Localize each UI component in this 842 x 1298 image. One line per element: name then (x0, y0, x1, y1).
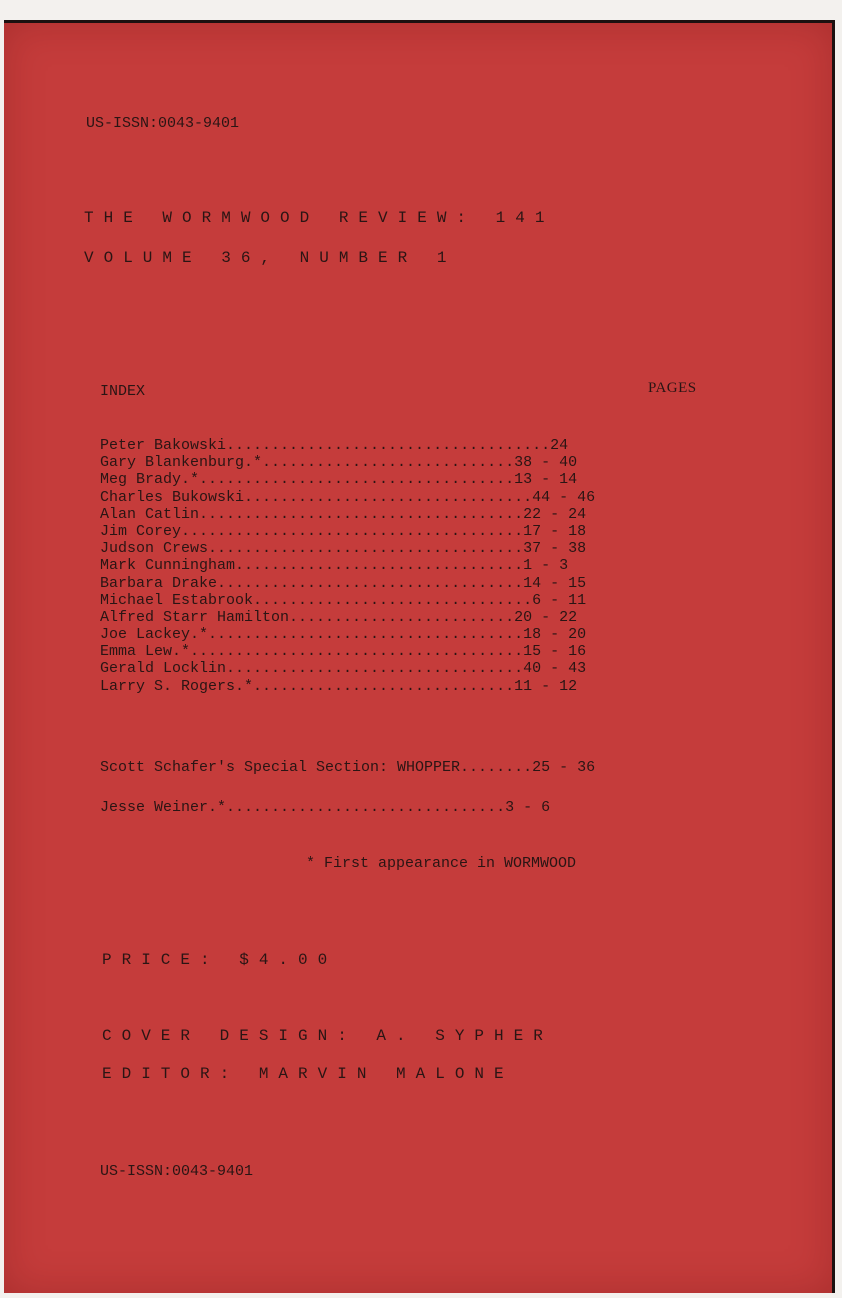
magazine-title: THE WORMWOOD REVIEW: 141 (84, 209, 555, 227)
index-entry-weiner: Jesse Weiner.*...............................3 - 6 (100, 799, 551, 816)
volume-number: VOLUME 36, NUMBER 1 (84, 249, 457, 267)
index-entry: Michael Estabrook...............................6 - 11 (100, 591, 587, 609)
price: PRICE: $4.00 (102, 951, 338, 969)
index-entry: Barbara Drake..................................14 - 15 (100, 574, 587, 592)
index-entry: Peter Bakowski....................................24 (100, 437, 569, 454)
index-entry: Charles Bukowski................................44 - 46 (100, 488, 596, 506)
index-entry: Joe Lackey.*...................................18 - 20 (100, 626, 587, 644)
editor-credit: EDITOR: MARVIN MALONE (102, 1065, 514, 1083)
first-appearance-note: * First appearance in WORMWOOD (306, 855, 577, 872)
index-header: INDEX (100, 383, 146, 400)
issn-top: US-ISSN:0043-9401 (86, 115, 240, 132)
index-entry: Alfred Starr Hamilton.........................20 - 22 (100, 608, 578, 626)
index-entry: Gary Blankenburg.*............................38 - 40 (100, 454, 578, 472)
index-entry: Judson Crews...................................37 - 38 (100, 540, 587, 558)
index-entry: Jim Corey......................................17 - 18 (100, 522, 587, 540)
index-entry: Gerald Locklin.................................40 - 43 (100, 660, 587, 678)
cover-design-credit: COVER DESIGN: A. SYPHER (102, 1027, 553, 1045)
index-entry: Mark Cunningham................................1 - 3 (100, 557, 569, 575)
index-entry: Alan Catlin....................................22 - 24 (100, 505, 587, 523)
back-cover (4, 20, 835, 1293)
special-section-entry: Scott Schafer's Special Section: WHOPPER........25 - 36 (100, 759, 596, 776)
index-entry: Meg Brady.*...................................13 - 14 (100, 471, 578, 489)
index-entry: Emma Lew.*.....................................15 - 16 (100, 643, 587, 661)
index-list (100, 437, 595, 695)
pages-header: PAGES (648, 380, 697, 396)
index-entry: Larry S. Rogers.*.............................11 - 12 (100, 677, 578, 695)
issn-bottom: US-ISSN:0043-9401 (100, 1163, 254, 1180)
